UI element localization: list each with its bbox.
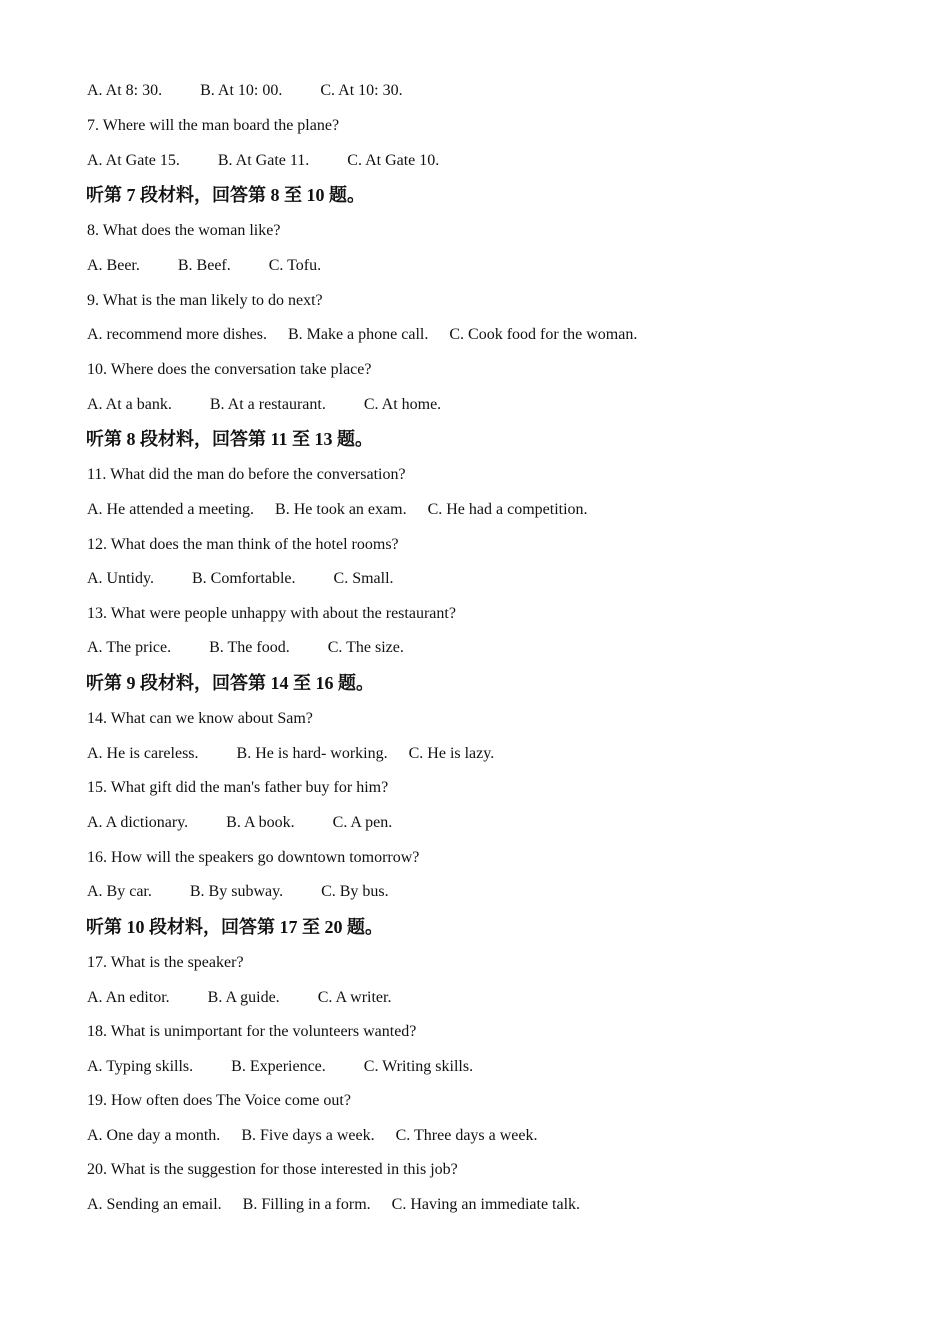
- answer-options: [87, 1057, 473, 1077]
- section-heading: 听第 7 段材料，回答第 8 至 10 题。: [86, 185, 365, 205]
- answer-option-c: C. At home.: [363, 396, 442, 413]
- answer-option-b: B. By subway.: [189, 883, 284, 900]
- question-text: 10. Where does the conversation take place?: [87, 361, 372, 378]
- answer-option-c: C. Three days a week.: [395, 1127, 538, 1144]
- answer-option-c: C. Writing skills.: [363, 1058, 474, 1075]
- answer-option-c: C. Cook food for the woman.: [449, 326, 638, 343]
- section-heading: 听第 8 段材料，回答第 11 至 13 题。: [86, 429, 374, 449]
- answer-options: [87, 500, 588, 520]
- answer-option-b: B. At a restaurant.: [209, 396, 326, 413]
- answer-options: [87, 256, 321, 276]
- answer-option-c: C. Small.: [333, 570, 394, 587]
- question-text: 18. What is unimportant for the volunteers wanted?: [87, 1023, 417, 1040]
- answer-option-b: B. A guide.: [207, 989, 280, 1006]
- answer-options: [87, 325, 637, 345]
- answer-options: [87, 744, 494, 764]
- answer-option-b: B. Filling in a form.: [242, 1196, 371, 1213]
- answer-option-c: C. He is lazy.: [408, 745, 495, 762]
- answer-option-a: A. recommend more dishes.: [87, 326, 267, 343]
- question-text: 19. How often does The Voice come out?: [87, 1092, 351, 1109]
- answer-option-b: B. Make a phone call.: [287, 326, 429, 343]
- question-text: 8. What does the woman like?: [87, 222, 281, 239]
- answer-options: [87, 988, 391, 1008]
- question-text: 16. How will the speakers go downtown tomorrow?: [87, 849, 420, 866]
- answer-options: [87, 1195, 580, 1215]
- section-heading: 听第 9 段材料，回答第 14 至 16 题。: [86, 673, 374, 693]
- answer-option-a: A. Typing skills.: [87, 1058, 194, 1075]
- answer-option-b: B. A book.: [226, 814, 295, 831]
- answer-options: [87, 151, 439, 171]
- answer-option-c: C. Tofu.: [268, 257, 322, 274]
- answer-options: [87, 81, 403, 101]
- answer-option-a: A. Beer.: [87, 257, 140, 274]
- answer-option-c: C. The size.: [327, 639, 404, 656]
- answer-option-c: C. Having an immediate talk.: [391, 1196, 581, 1213]
- answer-option-a: A. An editor.: [87, 989, 170, 1006]
- answer-options: [87, 1126, 538, 1146]
- answer-options: [87, 395, 441, 415]
- answer-option-b: B. The food.: [209, 639, 290, 656]
- answer-option-a: A. Sending an email.: [87, 1196, 222, 1213]
- question-text: 17. What is the speaker?: [87, 954, 244, 971]
- answer-option-a: A. At Gate 15.: [87, 152, 180, 169]
- answer-option-a: A. He attended a meeting.: [87, 501, 255, 518]
- answer-option-a: A. By car.: [87, 883, 152, 900]
- answer-option-a: A. He is careless.: [87, 745, 199, 762]
- answer-option-a: A. At 8: 30.: [87, 82, 163, 99]
- answer-option-b: B. At 10: 00.: [200, 82, 283, 99]
- answer-option-a: A. At a bank.: [87, 396, 172, 413]
- answer-options: [87, 569, 394, 589]
- question-text: 15. What gift did the man's father buy for him?: [87, 779, 389, 796]
- answer-option-b: B. He is hard- working.: [236, 745, 388, 762]
- answer-options: [87, 638, 404, 658]
- answer-option-a: A. One day a month.: [87, 1127, 221, 1144]
- question-text: 12. What does the man think of the hotel rooms?: [87, 536, 399, 553]
- answer-option-b: B. Experience.: [231, 1058, 326, 1075]
- question-text: 13. What were people unhappy with about the restaurant?: [87, 605, 456, 622]
- answer-option-a: A. Untidy.: [87, 570, 154, 587]
- question-text: 9. What is the man likely to do next?: [87, 292, 323, 309]
- answer-option-b: B. Comfortable.: [191, 570, 296, 587]
- question-text: 14. What can we know about Sam?: [87, 710, 313, 727]
- answer-option-c: C. By bus.: [321, 883, 389, 900]
- answer-option-b: B. At Gate 11.: [217, 152, 310, 169]
- answer-options: [87, 813, 392, 833]
- answer-option-b: B. Beef.: [177, 257, 231, 274]
- answer-option-c: C. At Gate 10.: [347, 152, 440, 169]
- question-text: 11. What did the man do before the conversation?: [87, 466, 406, 483]
- answer-option-c: C. A writer.: [317, 989, 392, 1006]
- section-heading: 听第 10 段材料，回答第 17 至 20 题。: [86, 917, 383, 937]
- answer-option-c: C. A pen.: [332, 814, 393, 831]
- question-text: 7. Where will the man board the plane?: [87, 117, 340, 134]
- question-text: 20. What is the suggestion for those interested in this job?: [87, 1161, 458, 1178]
- answer-option-a: A. The price.: [87, 639, 172, 656]
- answer-option-a: A. A dictionary.: [87, 814, 189, 831]
- answer-options: [87, 882, 389, 902]
- answer-option-b: B. Five days a week.: [241, 1127, 375, 1144]
- answer-option-b: B. He took an exam.: [275, 501, 407, 518]
- answer-option-c: C. At 10: 30.: [320, 82, 403, 99]
- answer-option-c: C. He had a competition.: [427, 501, 588, 518]
